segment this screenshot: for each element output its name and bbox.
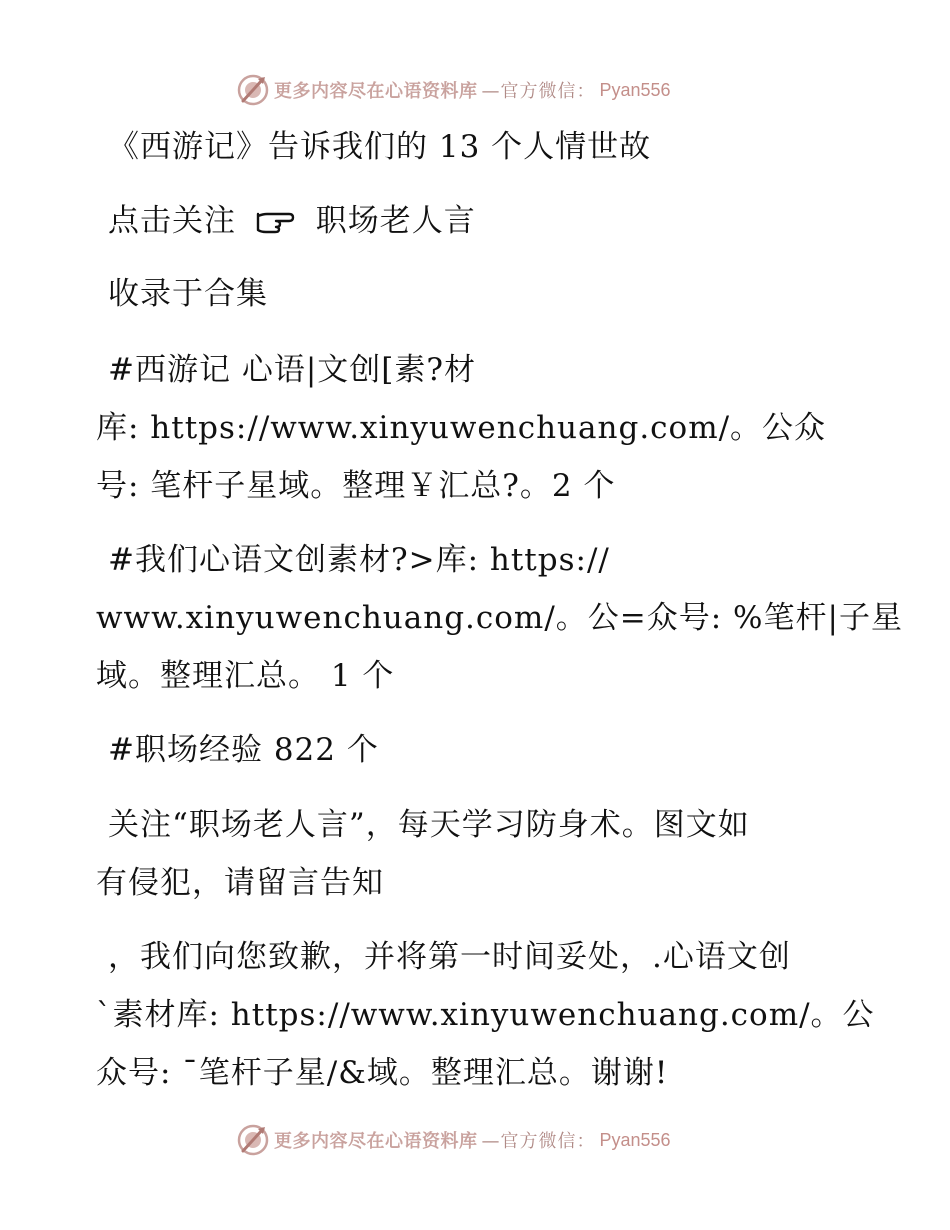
tag-2-line-3[interactable]: 域。整理汇总。 1 个 [96, 658, 395, 694]
tag-1-line-3[interactable]: 号: 笔杆子星域。整理￥汇总?。2 个 [96, 468, 616, 504]
follow-line[interactable] [108, 201, 476, 241]
banner-account: Pyan556 [599, 1129, 671, 1150]
banner-text: 更多内容尽在心语资料库 [274, 81, 478, 102]
collection-label: 收录于合集 [108, 276, 268, 312]
notice-line-2: 有侵犯，请留言告知 [96, 865, 384, 901]
tag-1-line-1[interactable]: #西游记 心语|文创[素?材 [108, 352, 476, 388]
quill-logo-icon [236, 1123, 270, 1157]
quill-logo-icon [236, 73, 270, 107]
apology-line-3: 众号: ¯笔杆子星/&域。整理汇总。谢谢! [96, 1055, 669, 1091]
banner-text: 更多内容尽在心语资料库 [274, 1131, 478, 1152]
banner-account: Pyan556 [599, 79, 671, 100]
pointing-hand-icon [255, 205, 295, 235]
apology-line-1: ，我们向您致歉，并将第一时间妥处，.心语文创 [108, 939, 791, 975]
tag-1-line-2[interactable]: 库: https://www.xinyuwenchuang.com/。公众 [96, 410, 827, 446]
apology-line-2: `素材库: https://www.xinyuwenchuang.com/。公 [96, 997, 875, 1033]
follow-prefix[interactable]: 点击关注 [108, 203, 236, 239]
banner-subtext: —官方微信： [481, 1131, 596, 1152]
article-title: 《西游记》告诉我们的 13 个人情世故 [108, 129, 652, 165]
follow-account-link[interactable]: 职场老人言 [315, 203, 476, 239]
footer-banner [236, 1122, 671, 1158]
header-banner [236, 72, 671, 108]
notice-line-1: 关注“职场老人言”，每天学习防身术。图文如 [108, 807, 750, 843]
tag-3[interactable]: #职场经验 822 个 [108, 732, 379, 768]
banner-subtext: —官方微信： [481, 81, 596, 102]
tag-2-line-2[interactable]: www.xinyuwenchuang.com/。公=众号: %笔杆|子星 [96, 600, 903, 636]
tag-2-line-1[interactable]: #我们心语文创素材?>库: https:// [108, 542, 610, 578]
